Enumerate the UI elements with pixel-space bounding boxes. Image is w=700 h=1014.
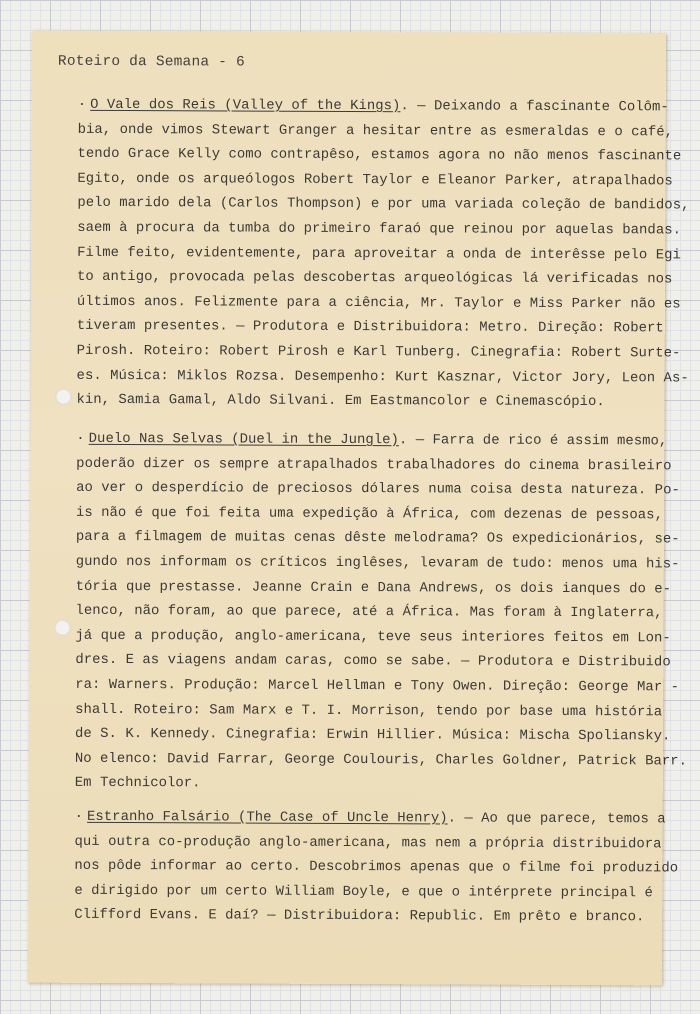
entry-line: Em Technicolor.	[74, 775, 201, 792]
entry-line	[74, 805, 666, 832]
entry-line: kin, Samia Gamal, Aldo Silvani. Em Eastmancolor e Cinemascópio.	[76, 391, 605, 411]
film-title: Estranho Falsário (The Case of Uncle Henry)	[87, 808, 448, 827]
entry-line: tiveram presentes. — Produtora e Distribuidora: Metro. Direção: Robert	[76, 318, 664, 337]
typed-page	[28, 31, 690, 986]
entry-line: es. Música: Miklos Rozsa. Desempenho: Kurt Kasznar, Victor Jory, Leon As-	[76, 367, 689, 387]
bullet: ·	[74, 808, 84, 825]
entry-text: . — Ao que parece, temos a	[447, 810, 666, 828]
bullet: ·	[77, 96, 87, 113]
entry-line: para a filmagem de muitas cenas dêste melodrama? Os expedicionários, se-	[75, 529, 680, 548]
entry-text: . — Farra de rico é assim mesmo,	[398, 432, 668, 450]
film-entry-case-of-uncle-henry	[74, 805, 679, 930]
entry-line: Egito, onde os arqueólogos Robert Taylor e Eleanor Parker, atrapalhados	[77, 170, 673, 190]
entry-line: dres. E as viagens andam caras, como se sabe. — Produtora e Distribuido	[75, 652, 671, 671]
entry-line	[76, 427, 668, 454]
entry-line: de S. K. Kennedy. Cinegrafia: Erwin Hillier. Música: Mischa Spoliansky.	[74, 725, 671, 745]
entry-line: poderão dizer os sempre atrapalhados trabalhadores do cinema brasileiro	[76, 455, 672, 475]
bullet: ·	[76, 430, 85, 447]
punch-hole	[54, 620, 70, 636]
entry-line: nos pôde informar ao certo. Descobrimos apenas que o filme foi produzido	[74, 858, 679, 877]
entry-line: is não é que foi feita uma expedição à África, com dezenas de pessoas,	[75, 504, 664, 524]
entry-line: gundo nos informam os críticos inglêses, levaram de tudo: menos uma his-	[75, 553, 680, 573]
entry-line: e dirigido por um certo William Boyle, e que o intérprete principal é	[74, 882, 653, 902]
entry-text: . — Deixando a fascinante Colôm-	[400, 98, 669, 116]
entry-line: to antigo, provocada pelas descobertas arqueológicas lá verificadas nos	[76, 268, 673, 288]
entry-line: já que a produção, anglo-americana, teve seus interiores feitos em Lon-	[75, 627, 671, 647]
entry-line: últimos anos. Felizmente para a ciência, Mr. Taylor e Miss Parker não es	[76, 293, 681, 313]
entry-line: shall. Roteiro: Sam Marx e T. I. Morrison, tendo por base uma história	[75, 701, 663, 720]
entry-line: bia, onde vimos Stewart Granger a hesitar entre as esmeraldas e o café,	[77, 121, 674, 141]
entry-line	[77, 93, 669, 120]
entry-line: tendo Grace Kelly como contrapêso, estamos agora no não menos fascinante	[77, 146, 682, 165]
film-title: Duelo Nas Selvas (Duel in the Jungle)	[88, 430, 400, 449]
entry-line: pelo marido dela (Carlos Thompson) e por uma variada coleção de bandidos,	[77, 195, 690, 214]
entry-line: ra: Warners. Produção: Marcel Hellman e Tony Owen. Direção: George Mar -	[75, 676, 680, 696]
entry-line: saem à procura da tumba do primeiro faraó que reinou por aquelas bandas.	[77, 219, 682, 239]
entry-line: Pirosh. Roteiro: Robert Pirosh e Karl Tunberg. Cinegrafia: Robert Surte-	[76, 342, 681, 362]
punch-hole	[55, 389, 71, 405]
entry-line: qui outra co-produção anglo-americana, mas nem a própria distribuidora	[74, 833, 662, 852]
entry-line: tória que prestasse. Jeanne Crain e Dana Andrews, os dois ianques do e-	[75, 578, 672, 597]
page-header: Roteiro da Semana - 6	[57, 53, 245, 71]
film-title: O Vale dos Reis (Valley of the Kings)	[90, 96, 401, 115]
film-entry-duel-in-the-jungle	[74, 427, 688, 798]
entry-line: Clifford Evans. E daí? — Distribuidora: Republic. Em prêto e branco.	[74, 907, 645, 926]
film-entry-valley-of-the-kings	[76, 93, 690, 415]
entry-line: lenco, não foram, ao que parece, até a África. Mas foram à Inglaterra,	[75, 602, 663, 622]
entry-line: No elenco: David Farrar, George Coulouris, Charles Goldner, Patrick Barr.	[74, 750, 688, 770]
entry-line: Filme feito, evidentemente, para aproveitar a onda de interêsse pelo Egi	[77, 244, 681, 264]
entry-line: ao ver o desperdício de preciosos dólares numa coisa desta natureza. Po-	[76, 480, 680, 499]
